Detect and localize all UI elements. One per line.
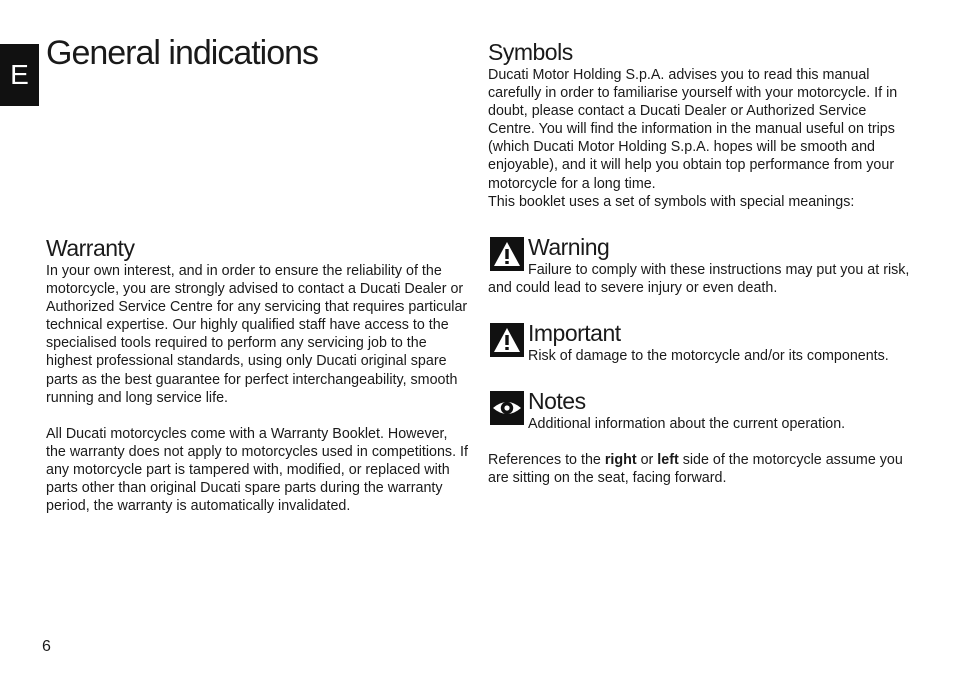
references-left: left	[657, 452, 679, 469]
page-number: 6	[42, 638, 51, 655]
important-heading: Important	[528, 319, 621, 346]
symbols-section	[488, 38, 910, 487]
language-tab: E	[0, 44, 39, 106]
warranty-paragraph-2: All Ducati motorcycles come with a Warranty Booklet. However, the warranty does not apply to motorcycles used in competitions. If any motorcycle part is tampered with, modified, or replaced with parts other than original Ducati spare parts during the warranty period, the warranty is automatically invalidated.	[46, 425, 468, 515]
important-block	[488, 319, 910, 365]
references-right: right	[604, 452, 637, 469]
important-text: Risk of damage to the motorcycle and/or its components.	[528, 347, 889, 364]
warranty-section	[46, 234, 468, 515]
warranty-paragraph-1: In your own interest, and in order to ensure the reliability of the motorcycle, you are strongly advised to contact a Ducati Dealer or Authorized Service Centre for any servicing that requires particular technical expertise. Our highly qualified staff have access to the specialised tools required to perform any servicing job to the highest professional standards, using only Ducati original spare parts as the best guarantee for perfect interchangeability, smooth running and long service life.	[46, 263, 468, 406]
notes-heading: Notes	[528, 388, 586, 415]
warning-text: Failure to comply with these instructions may put you at risk, and could lead to severe injury or even death.	[488, 261, 910, 296]
symbols-heading: Symbols	[488, 39, 573, 65]
references-paragraph	[488, 451, 910, 487]
warranty-heading: Warranty	[46, 235, 135, 261]
eye-icon	[490, 391, 524, 425]
page-title: General indications	[46, 34, 319, 72]
warning-block	[488, 233, 910, 297]
warning-triangle-icon	[490, 237, 524, 271]
symbols-paragraph-2: This booklet uses a set of symbols with special meanings:	[488, 193, 855, 210]
notes-text: Additional information about the current operation.	[528, 416, 846, 433]
references-prefix: References to the	[488, 452, 605, 469]
symbols-paragraph-1: Ducati Motor Holding S.p.A. advises you to read this manual carefully in order to familiarise yourself with your motorcycle. If in doubt, please contact a Ducati Dealer or Authorized Service Centre. You will find the information in the manual useful on trips (which Ducati Motor Holding S.p.A. hopes will be smooth and enjoyable), and it will help you obtain top performance from your motorcycle for a long time.	[488, 67, 898, 192]
notes-block	[488, 387, 910, 433]
references-or: or	[636, 452, 658, 469]
warning-heading: Warning	[528, 233, 610, 260]
references-suffix: side of the motorcycle assume you are sitting on the seat, facing forward.	[488, 452, 903, 487]
warning-triangle-icon	[490, 323, 524, 357]
